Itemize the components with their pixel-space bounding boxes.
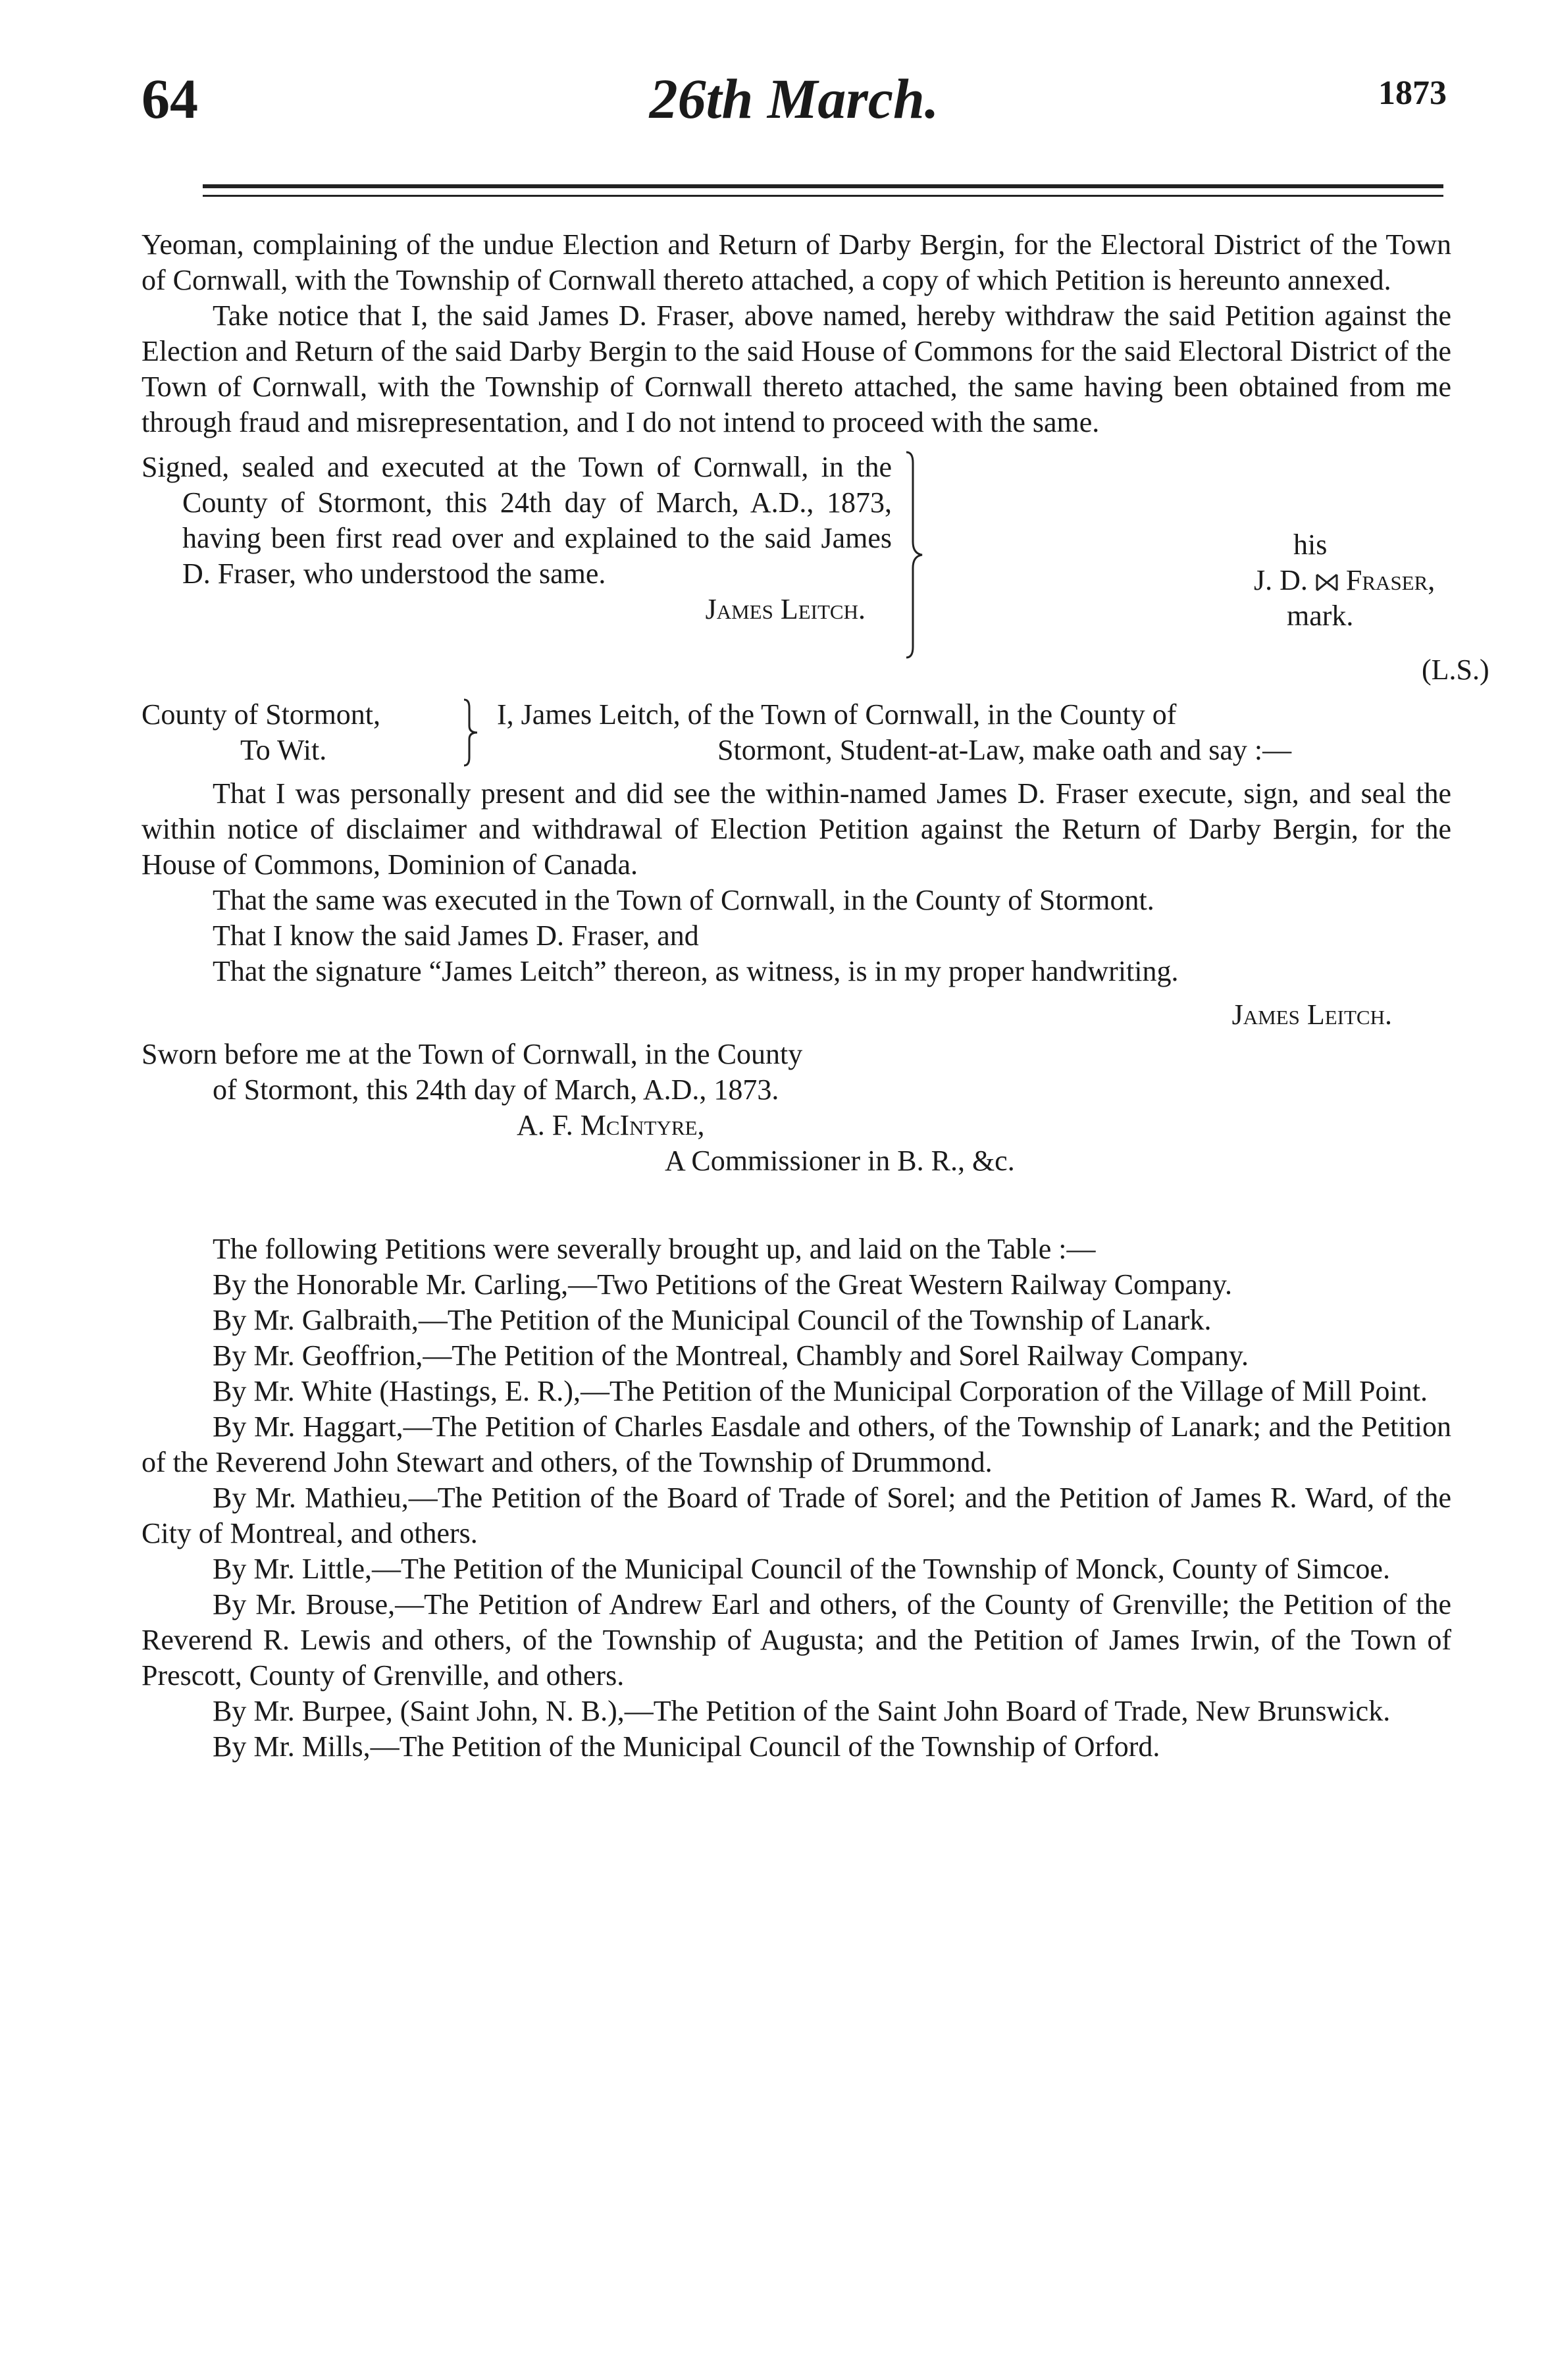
header-rule-thick: [203, 184, 1443, 188]
county-brace: [463, 698, 479, 767]
oath-statement: [497, 697, 1451, 768]
signed-block: [142, 450, 1489, 686]
page-header: [142, 66, 1447, 145]
oath-line-1: I, James Leitch, of the Town of Cornwall, in the County of: [497, 698, 1177, 731]
petition-item: By Mr. Little,—The Petition of the Municipal Council of the Township of Monck, County of Simcoe.: [213, 1553, 1390, 1585]
petition-item: By Mr. Burpee, (Saint John, N. B.),—The Petition of the Saint John Board of Trade, New Brunswick.: [213, 1695, 1391, 1727]
petition-item: By Mr. White (Hastings, E. R.),—The Petition of the Municipal Corporation of the Village of Mill Point.: [213, 1375, 1428, 1407]
affidavit-paragraph-2: That the same was executed in the Town of Cornwall, in the County of Stormont.: [213, 884, 1154, 916]
intro-paragraph-2: Take notice that I, the said James D. Fraser, above named, hereby withdraw the said Petition against the Election and Return of the said Darby Bergin to the said House of Commons for the said Electoral District of the Town of Cornwall, with the Township of Cornwall thereto attached, the same having been obtained from me through fraud and misrepresentation, and I do not intend to proceed with the same.: [142, 299, 1451, 438]
county-line: County of Stormont,: [142, 698, 381, 731]
to-wit-line: To Wit.: [240, 734, 327, 766]
affidavit-paragraph-4: That the signature “James Leitch” thereon, as witness, is in my proper handwriting.: [213, 955, 1179, 987]
petition-item: By the Honorable Mr. Carling,—Two Petitions of the Great Western Railway Company.: [213, 1268, 1233, 1301]
signatory-initials: J. D.: [1254, 564, 1308, 596]
commissioner-title: A Commissioner in B. R., &c.: [665, 1145, 1015, 1177]
sworn-line-1: Sworn before me at the Town of Cornwall, in the County: [142, 1038, 803, 1070]
petition-item: By Mr. Mills,—The Petition of the Municipal Council of the Township of Orford.: [213, 1730, 1160, 1763]
petition-item: By Mr. Brouse,—The Petition of Andrew Earl and others, of the County of Grenville; the Petition of the Reverend R. Lewis and others, of the Township of Augusta; and the Petition of James Irwin, of the Town of Prescott, County of Grenville, and others.: [142, 1588, 1451, 1692]
affidavit-signature: James Leitch.: [1231, 998, 1392, 1031]
cross-mark-icon: [1315, 573, 1339, 592]
commissioner-name: A. F. McIntyre,: [517, 1109, 705, 1141]
header-date: 26th March.: [649, 67, 939, 130]
page-body: [142, 227, 1489, 1765]
section-gap: [142, 1179, 1451, 1231]
seal-label: (L.S.): [1422, 654, 1489, 686]
petition-item: By Mr. Galbraith,—The Petition of the Municipal Council of the Township of Lanark.: [213, 1304, 1212, 1336]
affidavit-paragraph-3: That I know the said James D. Fraser, and: [213, 919, 699, 952]
witness-name: James Leitch.: [705, 593, 866, 625]
header-year: 1873: [1378, 74, 1447, 112]
his-label: his: [1293, 529, 1328, 561]
intro-paragraph-1: Yeoman, complaining of the undue Election and Return of Darby Bergin, for the Electoral District of the Town of Cornwall, with the Township of Cornwall thereto attached, a copy of which Petition is hereunto annexed.: [142, 228, 1451, 296]
right-brace: [905, 450, 925, 660]
county-block: [142, 697, 1451, 776]
petition-item: By Mr. Haggart,—The Petition of Charles Easdale and others, of the Township of Lanark; and the Petition of the Reverend John Stewart and others, of the Township of Drummond.: [142, 1410, 1451, 1478]
page-number: 64: [142, 67, 198, 130]
signed-text: Signed, sealed and executed at the Town of Cornwall, in the County of Stormont, this 24th day of March, A.D., 1873, having been first read over and explained to the said James D. Fraser, who understood the same.: [142, 451, 892, 590]
petition-item: By Mr. Mathieu,—The Petition of the Board of Trade of Sorel; and the Petition of James R. Ward, of the City of Montreal, and others.: [142, 1482, 1451, 1549]
header-rule-thin: [203, 195, 1443, 197]
petitions-intro: The following Petitions were severally brought up, and laid on the Table :—: [213, 1233, 1096, 1265]
sworn-block: [142, 1037, 1451, 1179]
affidavit-paragraph-1: That I was personally present and did see the within-named James D. Fraser execute, sign, and seal the within notice of disclaimer and withdrawal of Election Petition against the Return of Darby Bergin, for the House of Commons, Dominion of Canada.: [142, 777, 1451, 881]
signed-statement: [142, 450, 892, 627]
sworn-line-2: of Stormont, this 24th day of March, A.D., 1873.: [213, 1074, 779, 1106]
petition-list: [142, 1267, 1451, 1765]
signatory-line: [1254, 563, 1435, 598]
mark-label: mark.: [1287, 600, 1354, 632]
signatory-surname: Fraser,: [1345, 564, 1436, 596]
oath-line-2: Stormont, Student-at-Law, make oath and say :—: [717, 734, 1292, 766]
petition-item: By Mr. Geoffrion,—The Petition of the Montreal, Chambly and Sorel Railway Company.: [213, 1339, 1249, 1372]
